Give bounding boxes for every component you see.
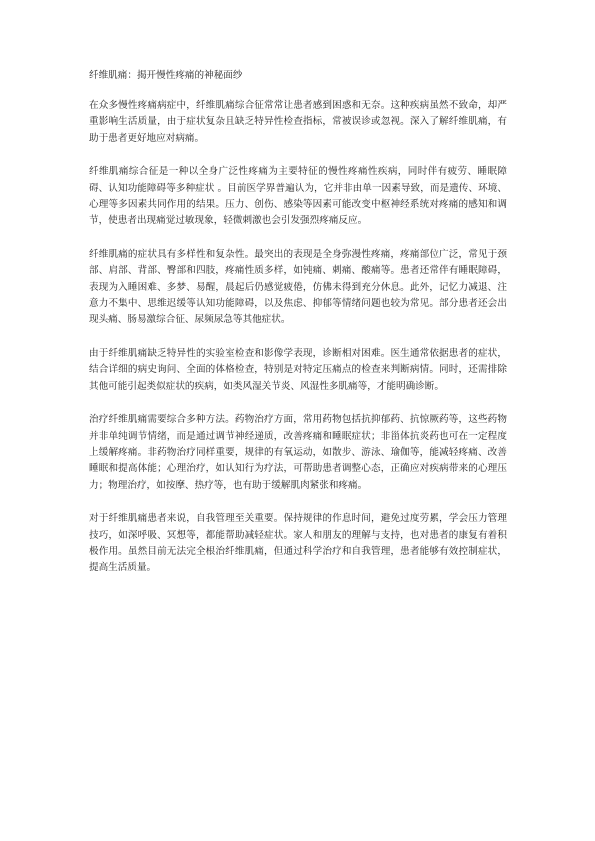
paragraph-definition: 纤维肌痛综合征是一种以全身广泛性疼痛为主要特征的慢性疼痛性疾病，同时伴有疲劳、睡眠障碍、认知功能障碍等多种症状 。目前医学界普遍认为，它并非由单一因素导致，而是遗传、环境、心理等多因素共同作用的结果。压力、创伤、感染等因素可能改变中枢神经系统对疼痛的感知和调节，使患者出现痛觉过敏现象，轻微刺激也会引发强烈疼痛反应。	[89, 166, 507, 227]
paragraph-self-management: 对于纤维肌痛患者来说，自我管理至关重要。保持规律的作息时间，避免过度劳累，学会压力管理技巧，如深呼吸、冥想等，都能帮助减轻症状。家人和朋友的理解与支持，也对患者的康复有着积极作用。虽然目前无法完全根治纤维肌痛，但通过科学治疗和自我管理，患者能够有效控制症状，提高生活质量。	[89, 513, 507, 574]
article-body	[89, 69, 507, 594]
paragraph-treatment: 治疗纤维肌痛需要综合多种方法。药物治疗方面，常用药物包括抗抑郁药、抗惊厥药等，这些药物并非单纯调节情绪，而是通过调节神经递质，改善疼痛和睡眠症状；非甾体抗炎药也可在一定程度上缓解疼痛。非药物治疗同样重要，规律的有氧运动，如散步、游泳、瑜伽等，能减轻疼痛、改善睡眠和提高体能；心理治疗，如认知行为疗法，可帮助患者调整心态，正确应对疾病带来的心理压力；物理治疗，如按摩、热疗等，也有助于缓解肌肉紧张和疼痛。	[89, 414, 507, 491]
paragraph-diagnosis: 由于纤维肌痛缺乏特异性的实验室检查和影像学表现，诊断相对困难。医生通常依据患者的症状，结合详细的病史询问、全面的体格检查，特别是对特定压痛点的检查来判断病情。同时，还需排除其他可能引起类似症状的疾病，如类风湿关节炎、风湿性多肌痛等，才能明确诊断。	[89, 347, 507, 392]
article-title: 纤维肌痛：揭开慢性疼痛的神秘面纱	[89, 70, 243, 81]
paragraph-symptoms: 纤维肌痛的症状具有多样性和复杂性。最突出的表现是全身弥漫性疼痛，疼痛部位广泛，常见于颈部、肩部、背部、臀部和四肢，疼痛性质多样，如钝痛、刺痛、酸痛等。患者还常伴有睡眠障碍，表现为入睡困难、多梦、易醒，晨起后仍感觉疲倦，仿佛未得到充分休息。此外，记忆力减退、注意力不集中、思维迟缓等认知功能障碍，以及焦虑、抑郁等情绪问题也较为常见。部分患者还会出现头痛、肠易激综合征、尿频尿急等其他症状。	[89, 248, 507, 326]
paragraph-intro: 在众多慢性疼痛病症中，纤维肌痛综合征常常让患者感到困惑和无奈。这种疾病虽然不致命，却严重影响生活质量，由于症状复杂且缺乏特异性检查指标，常被误诊或忽视。深入了解纤维肌痛，有助于患者更好地应对病痛。	[89, 100, 507, 144]
